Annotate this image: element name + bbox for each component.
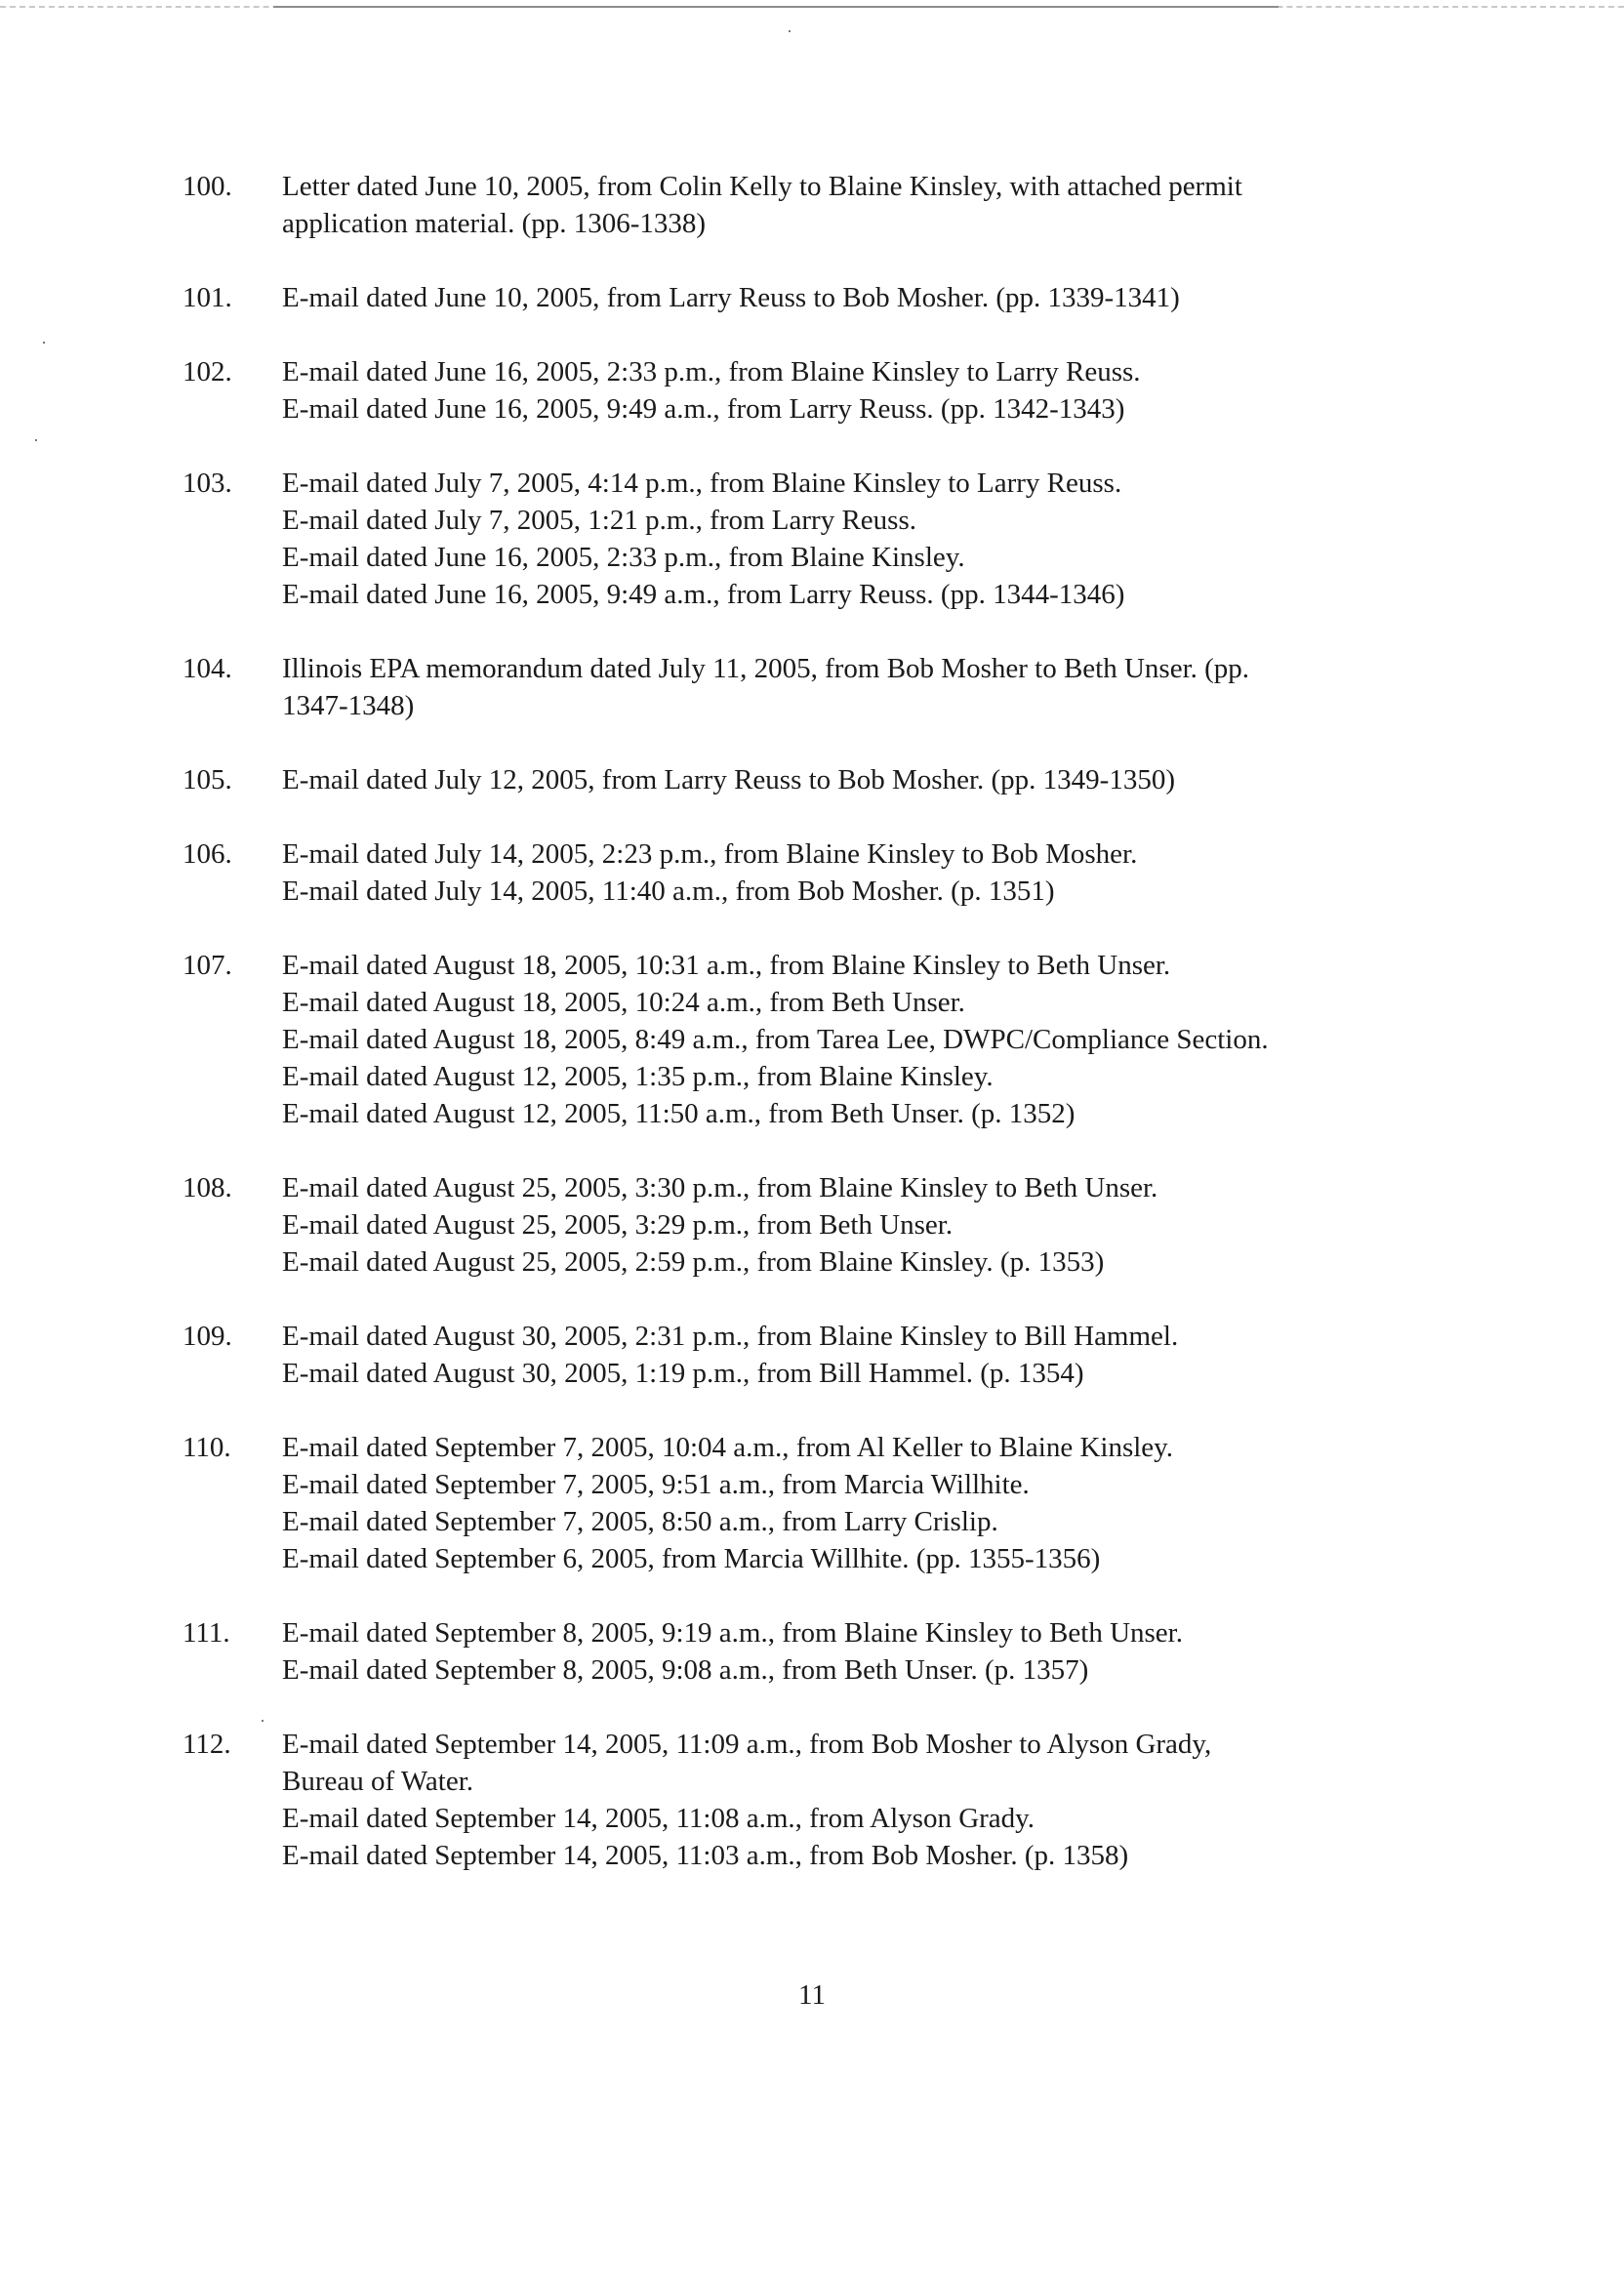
entry-line: Letter dated June 10, 2005, from Colin Kelly to Blaine Kinsley, with attached permit <box>282 171 1242 202</box>
entry-number: 105. <box>183 764 232 795</box>
entry-line: E-mail dated September 8, 2005, 9:19 a.m., from Blaine Kinsley to Beth Unser. <box>282 1617 1183 1649</box>
entry-description <box>282 168 1461 242</box>
entry-line: E-mail dated July 14, 2005, 11:40 a.m., from Bob Mosher. (p. 1351) <box>282 876 1055 907</box>
scan-top-rule <box>273 6 1279 8</box>
entry-number: 109. <box>183 1321 232 1352</box>
entry-number: 112. <box>183 1729 231 1760</box>
entry-line: E-mail dated July 7, 2005, 1:21 p.m., from Larry Reuss. <box>282 505 916 536</box>
entry-line: E-mail dated August 12, 2005, 11:50 a.m., from Beth Unser. (p. 1352) <box>282 1098 1076 1129</box>
list-item <box>183 761 1461 798</box>
entry-description <box>282 947 1461 1132</box>
entry-line: E-mail dated August 18, 2005, 10:24 a.m., from Beth Unser. <box>282 987 965 1018</box>
entry-line: E-mail dated September 7, 2005, 8:50 a.m., from Larry Crislip. <box>282 1506 998 1537</box>
entry-number: 100. <box>183 171 232 202</box>
entry-number: 107. <box>183 950 232 981</box>
entry-number: 101. <box>183 282 232 313</box>
entry-number: 108. <box>183 1172 232 1203</box>
entry-line: E-mail dated September 8, 2005, 9:08 a.m., from Beth Unser. (p. 1357) <box>282 1654 1089 1686</box>
entry-line: E-mail dated August 25, 2005, 3:29 p.m., from Beth Unser. <box>282 1209 954 1241</box>
entry-line: E-mail dated September 14, 2005, 11:03 a.m., from Bob Mosher. (p. 1358) <box>282 1840 1129 1871</box>
entry-line: E-mail dated September 14, 2005, 11:09 a.m., from Bob Mosher to Alyson Grady, <box>282 1729 1212 1760</box>
entry-number: 110. <box>183 1432 231 1463</box>
entry-number: 106. <box>183 838 232 870</box>
list-item <box>183 279 1461 316</box>
entry-number: 103. <box>183 468 232 499</box>
entry-description <box>282 835 1461 910</box>
entry-line: application material. (pp. 1306-1338) <box>282 208 707 239</box>
entry-line: E-mail dated June 16, 2005, 2:33 p.m., from Blaine Kinsley to Larry Reuss. <box>282 356 1141 387</box>
entry-line: 1347-1348) <box>282 690 415 721</box>
list-item <box>183 947 1461 1132</box>
scan-speck <box>43 342 45 344</box>
entry-line: E-mail dated August 18, 2005, 10:31 a.m., from Blaine Kinsley to Beth Unser. <box>282 950 1171 981</box>
list-item <box>183 465 1461 613</box>
entry-line: E-mail dated August 30, 2005, 1:19 p.m., from Bill Hammel. (p. 1354) <box>282 1358 1084 1389</box>
list-item <box>183 1614 1461 1689</box>
entry-line: E-mail dated September 7, 2005, 9:51 a.m., from Marcia Willhite. <box>282 1469 1030 1500</box>
entry-description <box>282 1726 1461 1874</box>
entry-line: Illinois EPA memorandum dated July 11, 2005, from Bob Mosher to Beth Unser. (pp. <box>282 653 1250 684</box>
entry-description <box>282 1614 1461 1689</box>
entry-line: E-mail dated August 25, 2005, 3:30 p.m., from Blaine Kinsley to Beth Unser. <box>282 1172 1158 1203</box>
scan-speck <box>789 30 791 32</box>
entry-line: E-mail dated June 16, 2005, 9:49 a.m., from Larry Reuss. (pp. 1342-1343) <box>282 393 1125 425</box>
entry-description <box>282 650 1461 724</box>
scan-speck <box>35 439 37 441</box>
entry-line: E-mail dated July 7, 2005, 4:14 p.m., from Blaine Kinsley to Larry Reuss. <box>282 468 1122 499</box>
entry-line: E-mail dated July 12, 2005, from Larry Reuss to Bob Mosher. (pp. 1349-1350) <box>282 764 1175 795</box>
entry-line: E-mail dated June 16, 2005, 9:49 a.m., from Larry Reuss. (pp. 1344-1346) <box>282 579 1125 610</box>
entry-description <box>282 465 1461 613</box>
list-item <box>183 835 1461 910</box>
list-item <box>183 1318 1461 1392</box>
entry-description <box>282 279 1461 316</box>
entry-line: Bureau of Water. <box>282 1766 474 1797</box>
list-item <box>183 650 1461 724</box>
list-item <box>183 353 1461 428</box>
entry-description <box>282 1429 1461 1577</box>
entry-line: E-mail dated June 10, 2005, from Larry Reuss to Bob Mosher. (pp. 1339-1341) <box>282 282 1180 313</box>
entry-line: E-mail dated August 30, 2005, 2:31 p.m., from Blaine Kinsley to Bill Hammel. <box>282 1321 1179 1352</box>
entry-line: E-mail dated September 6, 2005, from Marcia Willhite. (pp. 1355-1356) <box>282 1543 1101 1574</box>
entry-description <box>282 1318 1461 1392</box>
entry-line: E-mail dated June 16, 2005, 2:33 p.m., from Blaine Kinsley. <box>282 542 965 573</box>
entry-number: 104. <box>183 653 232 684</box>
list-item <box>183 1169 1461 1281</box>
entry-description <box>282 1169 1461 1281</box>
entry-number: 102. <box>183 356 232 387</box>
entry-number: 111. <box>183 1617 230 1649</box>
entry-description <box>282 761 1461 798</box>
entry-line: E-mail dated August 12, 2005, 1:35 p.m., from Blaine Kinsley. <box>282 1061 994 1092</box>
entry-line: E-mail dated September 14, 2005, 11:08 a.m., from Alyson Grady. <box>282 1803 1035 1834</box>
list-item <box>183 168 1461 242</box>
page-number: 11 <box>798 1979 826 2011</box>
list-item <box>183 1726 1461 1874</box>
entry-line: E-mail dated August 25, 2005, 2:59 p.m., from Blaine Kinsley. (p. 1353) <box>282 1246 1105 1278</box>
entry-description <box>282 353 1461 428</box>
entry-line: E-mail dated July 14, 2005, 2:23 p.m., from Blaine Kinsley to Bob Mosher. <box>282 838 1138 870</box>
entry-line: E-mail dated August 18, 2005, 8:49 a.m., from Tarea Lee, DWPC/Compliance Section. <box>282 1024 1269 1055</box>
exhibit-entry-list <box>183 168 1461 1911</box>
entry-line: E-mail dated September 7, 2005, 10:04 a.m., from Al Keller to Blaine Kinsley. <box>282 1432 1174 1463</box>
list-item <box>183 1429 1461 1577</box>
